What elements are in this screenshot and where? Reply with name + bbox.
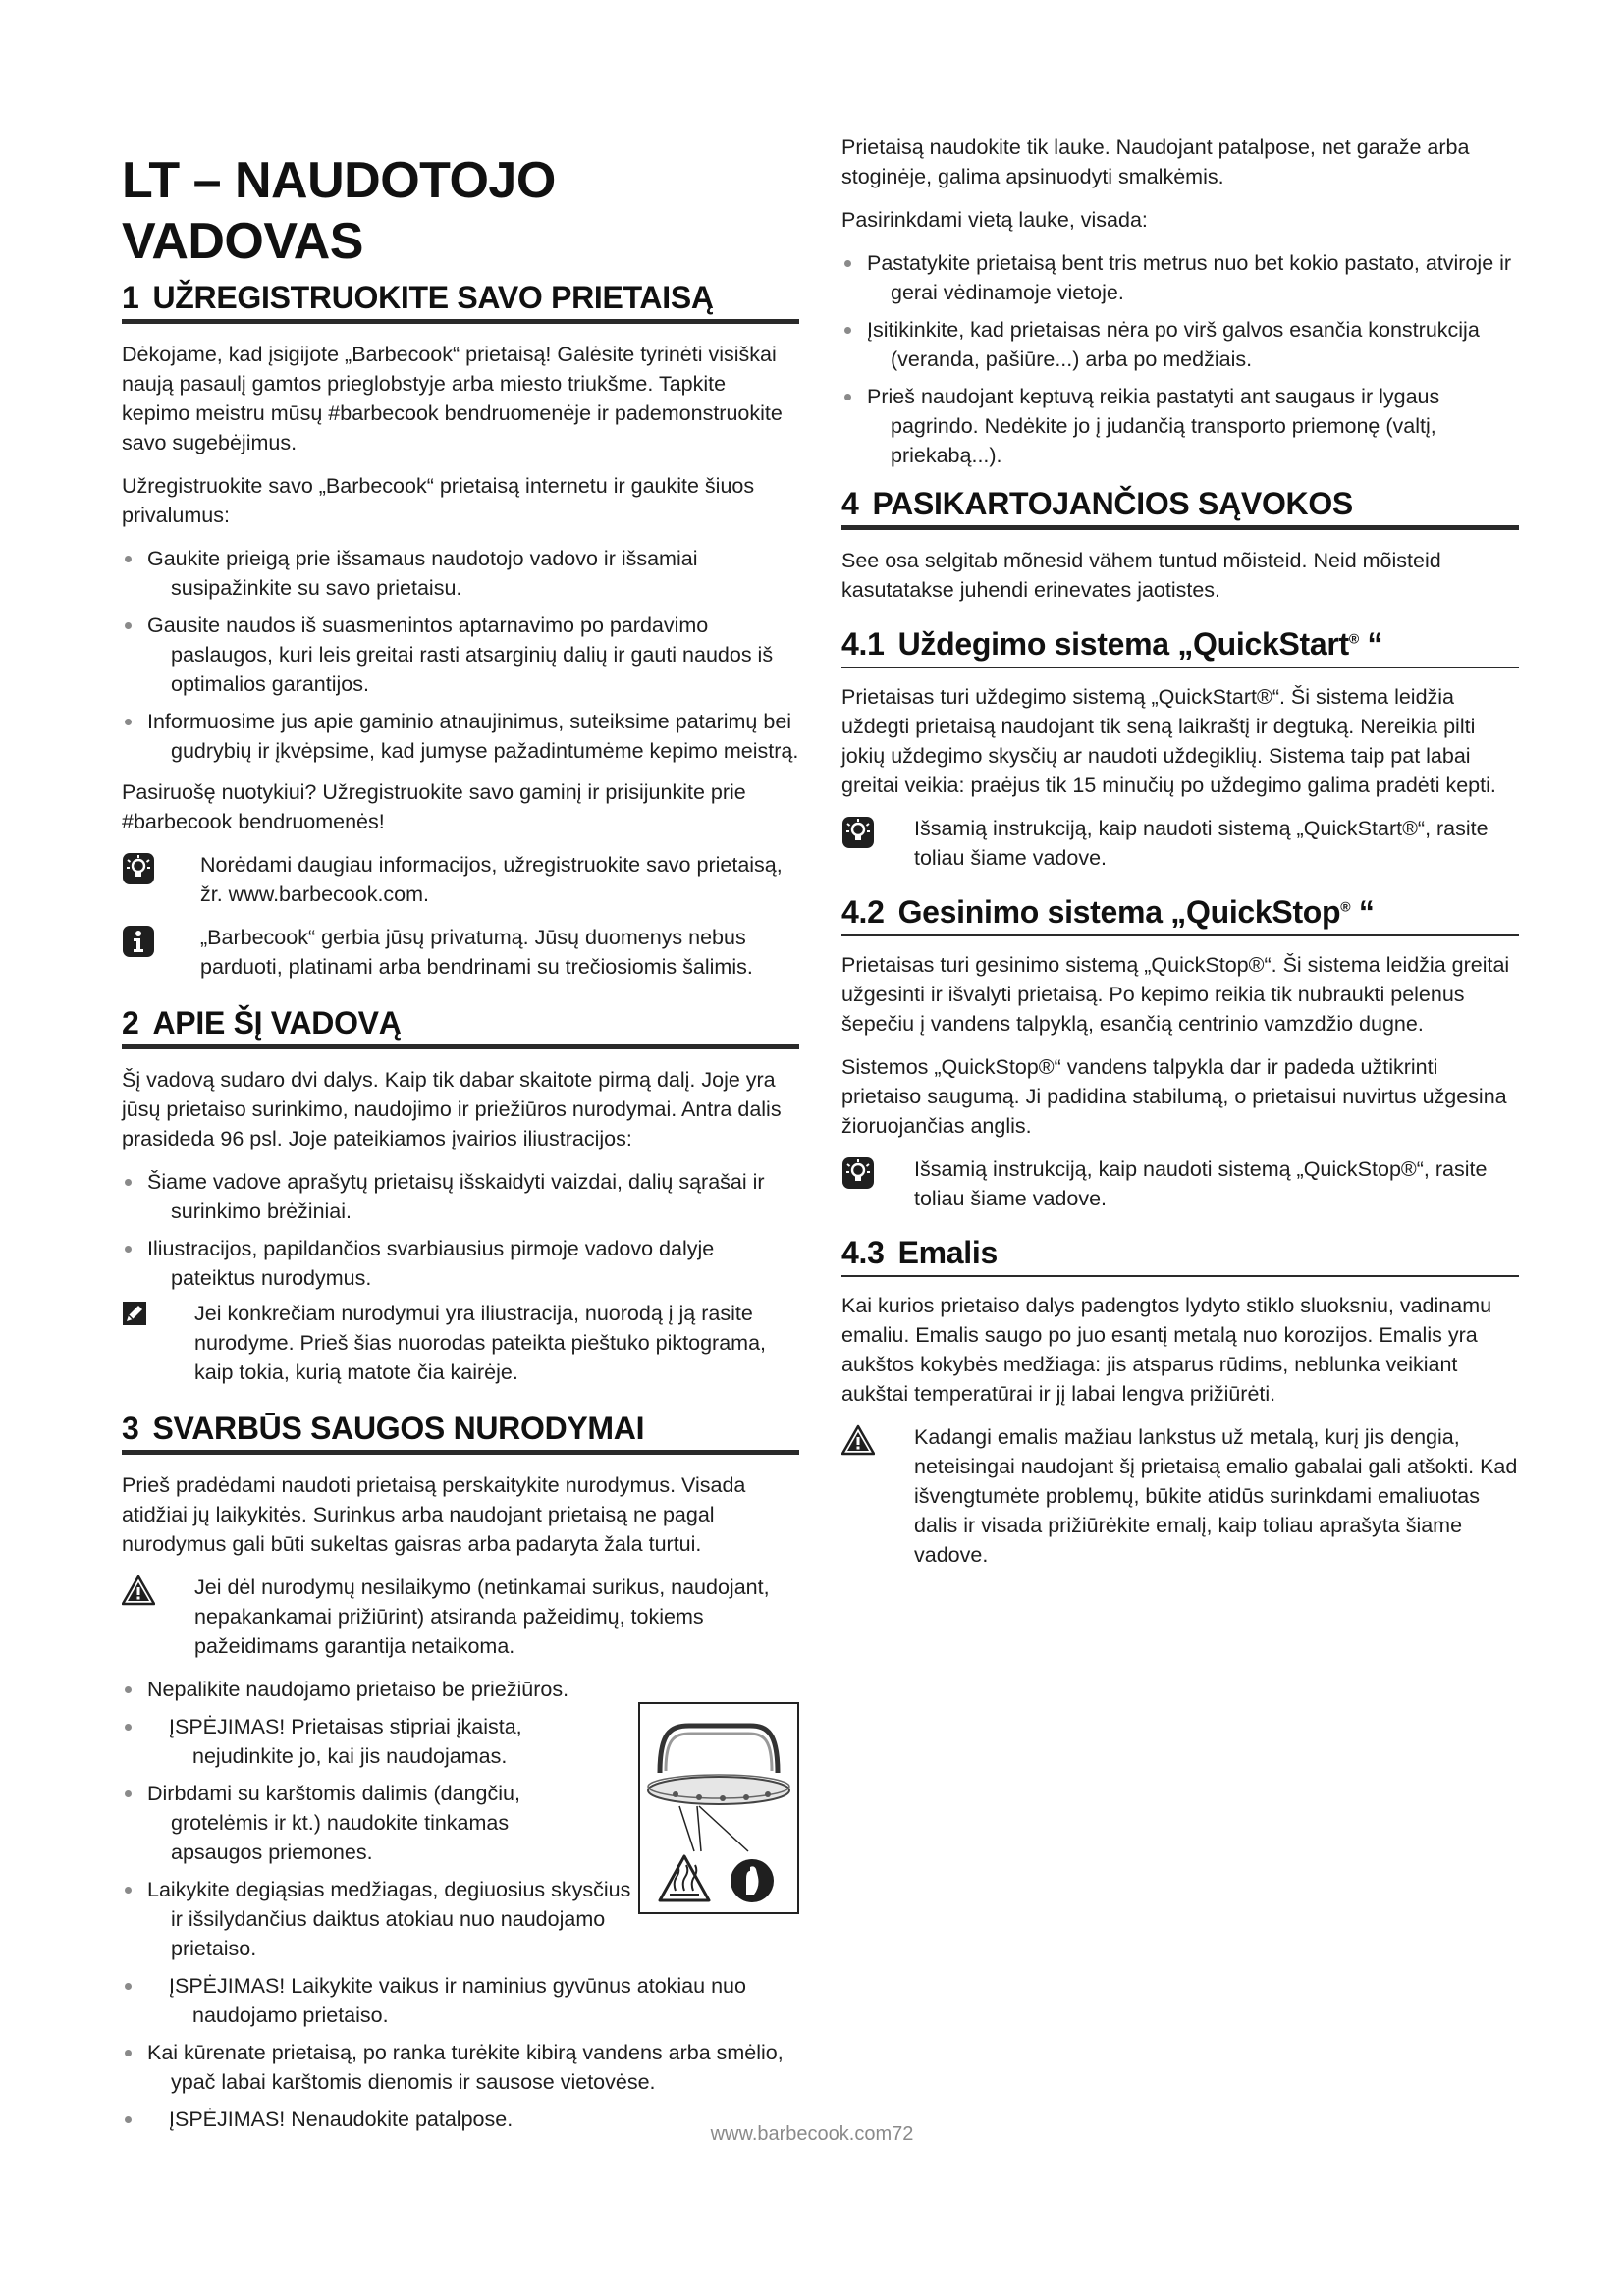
section-4-1-heading <box>841 624 1519 668</box>
page-footer: www.barbecook.com72 <box>710 2123 914 2145</box>
tip-text: Išsamią instrukciją, kaip naudoti sistemą „QuickStart®“, rasite toliau šiame vadove. <box>914 817 1489 870</box>
section-4-heading <box>841 484 1519 530</box>
paragraph: Sistemos „QuickStop®“ vandens talpykla dar ir padeda užtikrinti prietaiso saugumą. Ji padidina stabilumą, o prietaisui nuvirtus užgesina žioruojančias anglis. <box>841 1055 1507 1138</box>
tip-text: Norėdami daugiau informacijos, užregistruokite savo prietaisą, žr. www.barbecook.com. <box>200 853 783 906</box>
section-title: Gesinimo sistema „QuickStop <box>897 894 1341 930</box>
paragraph: Užregistruokite savo „Barbecook“ prietaisą internetu ir gaukite šiuos privalumus: <box>122 474 755 527</box>
warning-note <box>841 1422 1519 1570</box>
section-3-heading <box>122 1409 799 1455</box>
list-item: Šiame vadove aprašytų prietaisų išskaidyti vaizdai, dalių sąrašai ir surinkimo brėžiniai. <box>122 1167 799 1226</box>
pencil-icon <box>122 1301 147 1331</box>
section-4-3-heading <box>841 1233 1519 1277</box>
section-title: PASIKARTOJANČIOS SĄVOKOS <box>872 486 1353 521</box>
registered-mark: ® <box>1348 630 1359 647</box>
paragraph: Prieš pradėdami naudoti prietaisą perskaitykite nurodymus. Visada atidžiai jų laikykitės. Surinkus arba naudojant prietaisą ne pagal nurodymus gali būti sukeltas gaisras arba padaryta žala turtui. <box>122 1473 746 1556</box>
warning-text: Jei dėl nurodymų nesilaikymo (netinkamai surikus, naudojant, nepakankamai prižiūrint) atsiranda pažeidimų, tokiems pažeidimams garantija netaikoma. <box>194 1575 770 1658</box>
section-title: SVARBŪS SAUGOS NURODYMAI <box>152 1411 645 1446</box>
section-number: 1 <box>122 280 139 315</box>
list-item: Įsitikinkite, kad prietaisas nėra po virš galvos esančia konstrukcija (veranda, pašiūre...) arba po medžiais. <box>841 315 1519 374</box>
list-item: ĮSPĖJIMAS! Laikykite vaikus ir naminius gyvūnus atokiau nuo naudojamo prietaiso. <box>122 1971 799 2030</box>
lightbulb-icon <box>841 816 875 854</box>
list-item: Kai kūrenate prietaisą, po ranka turėkite kibirą vandens arba smėlio, ypač labai karštomis dienomis ir sausose vietovėse. <box>122 2038 799 2097</box>
pencil-note <box>122 1299 799 1387</box>
paragraph: Prietaisas turi gesinimo sistemą „QuickStop®“. Ši sistema leidžia greitai užgesinti ir išvalyti prietaisą. Po kepimo reikia tik nubraukti pelenus šepečiu į vandens talpyklą, esančią centrinio vamzdžio dugne. <box>841 953 1510 1036</box>
section-4-2-heading <box>841 892 1519 936</box>
right-column <box>841 133 1519 1583</box>
info-icon <box>122 925 155 963</box>
info-text: „Barbecook“ gerbia jūsų privatumą. Jūsų duomenys nebus parduoti, platinami arba bendrinami su trečiosiomis šalimis. <box>200 926 753 979</box>
list-item: Dirbdami su karštomis dalimis (dangčiu, grotelėmis ir kt.) naudokite tinkamas apsaugos priemones. <box>122 1779 579 1867</box>
paragraph: Dėkojame, kad įsigijote „Barbecook“ prietaisą! Galėsite tyrinėti visiškai naują pasaulį gamtos prieglobstyje arba miesto triukšme. Tapkite kepimo meistru mūsų #barbecook bendruomenėje ir pademonstruokite savo sugebėjimus. <box>122 343 783 454</box>
list-item: Nepalikite naudojamo prietaiso be priežiūros. <box>122 1675 799 1704</box>
note-text: Jei konkrečiam nurodymui yra iliustracija, nuorodą į ją rasite nurodyme. Prieš šias nuorodas pateikta pieštuko piktograma, kaip tokia, kurią matote čia kairėje. <box>194 1302 767 1384</box>
info-note <box>122 923 799 982</box>
lightbulb-icon <box>122 852 155 890</box>
section-number: 4.2 <box>841 894 885 930</box>
bullet-list <box>122 1167 799 1293</box>
section-number: 4.1 <box>841 626 885 662</box>
section-1-heading <box>122 278 799 324</box>
tip-note <box>841 1154 1519 1213</box>
bullet-list <box>841 248 1519 470</box>
warning-icon <box>122 1575 155 1611</box>
paragraph: Šį vadovą sudaro dvi dalys. Kaip tik dabar skaitote pirmą dalį. Joje yra jūsų prietaiso surinkimo, naudojimo ir priežiūros nurodymai. Antra dalis prasideda 96 psl. Joje pateikiamos įvairios iliustracijos: <box>122 1068 782 1150</box>
list-item: Informuosime jus apie gaminio atnaujinimus, suteiksime patarimų bei gudrybių ir įkvėpsime, kad jumyse pažadintumėme kepimo meistrą. <box>122 707 799 766</box>
tip-text: Išsamią instrukciją, kaip naudoti sistemą „QuickStop®“, rasite toliau šiame vadove. <box>914 1157 1488 1210</box>
left-column <box>122 133 799 2146</box>
tip-note <box>841 814 1519 873</box>
hot-surface-illustration <box>638 1702 799 1914</box>
warning-icon <box>841 1424 875 1461</box>
closing-quote: “ <box>1350 894 1375 930</box>
section-number: 4.3 <box>841 1235 885 1270</box>
lightbulb-icon <box>841 1156 875 1195</box>
paragraph: Prietaisas turi uždegimo sistemą „QuickStart®“. Ši sistema leidžia uždegti prietaisą naudojant tik seną laikraštį ir degtuką. Nereikia pilti jokių uždegimo skysčių ar naudoti uždegiklių. Sistema taip pat labai greitai veikia: praėjus tik 15 minučių po uždegimo galima pradėti kepti. <box>841 685 1496 797</box>
bullet-list <box>122 544 799 766</box>
list-item: Laikykite degiąsias medžiagas, degiuosius skysčius ir išsilydančius daiktus atokiau nuo naudojamo prietaiso. <box>122 1875 638 1963</box>
paragraph: Pasiruošę nuotykiui? Užregistruokite savo gaminį ir prisijunkite prie #barbecook bendruomenės! <box>122 780 746 833</box>
warning-note <box>122 1573 799 1661</box>
registered-mark: ® <box>1340 898 1351 915</box>
section-number: 3 <box>122 1411 139 1446</box>
paragraph: Pasirinkdami vietą lauke, visada: <box>841 208 1148 232</box>
list-item: Gaukite prieigą prie išsamaus naudotojo vadovo ir išsamiai susipažinkite su savo prietaisu. <box>122 544 799 603</box>
paragraph: See osa selgitab mõnesid vähem tuntud mõisteid. Neid mõisteid kasutatakse juhendi erinevates jaotistes. <box>841 549 1441 602</box>
section-number: 4 <box>841 486 859 521</box>
safety-list <box>122 1675 799 2134</box>
section-2-heading <box>122 1003 799 1049</box>
closing-quote: “ <box>1358 626 1383 662</box>
tip-note <box>122 850 799 909</box>
list-item: Prieš naudojant keptuvą reikia pastatyti ant saugaus ir lygaus pagrindo. Nedėkite jo į judančią transporto priemonę (valtį, priekabą...). <box>841 382 1519 470</box>
paragraph: Prietaisą naudokite tik lauke. Naudojant patalpose, net garaže arba stoginėje, galima apsinuodyti smalkėmis. <box>841 135 1470 188</box>
section-title: UŽREGISTRUOKITE SAVO PRIETAISĄ <box>152 280 714 315</box>
section-title: Uždegimo sistema „QuickStart <box>897 626 1349 662</box>
warning-text: Kadangi emalis mažiau lankstus už metalą, kurį jis dengia, neteisingai naudojant šį prietaisą emalio gabalai gali atšokti. Kad išvengtumėte problemų, būkite atidūs surinkdami emaliuotas dalis ir visada prižiūrėkite emalį, kaip toliau aprašyta šiame vadove. <box>914 1425 1518 1567</box>
section-number: 2 <box>122 1005 139 1041</box>
list-item: Pastatykite prietaisą bent tris metrus nuo bet kokio pastato, atviroje ir gerai vėdinamoje vietoje. <box>841 248 1519 307</box>
list-item: Gausite naudos iš suasmenintos aptarnavimo po pardavimo paslaugos, kuri leis greitai rasti atsarginių dalių ir gauti naudos iš optimalios garantijos. <box>122 611 799 699</box>
paragraph: Kai kurios prietaiso dalys padengtos lydyto stiklo sluoksniu, vadinamu emaliu. Emalis saugo po juo esantį metalą nuo korozijos. Emalis yra aukštos kokybės medžiaga: jis atsparus rūdims, neblunka veikiant aukštai temperatūrai ir jį labai lengva prižiūrėti. <box>841 1294 1492 1406</box>
section-title: Emalis <box>897 1235 998 1270</box>
section-title: APIE ŠĮ VADOVĄ <box>152 1005 402 1041</box>
list-item: ĮSPĖJIMAS! Nenaudokite patalpose. <box>122 2105 799 2134</box>
page-title: LT – NAUDOTOJO VADOVAS <box>122 152 556 270</box>
list-item: Iliustracijos, papildančios svarbiausius pirmoje vadovo dalyje pateiktus nurodymus. <box>122 1234 799 1293</box>
list-item: ĮSPĖJIMAS! Prietaisas stipriai įkaista, nejudinkite jo, kai jis naudojamas. <box>122 1712 581 1771</box>
